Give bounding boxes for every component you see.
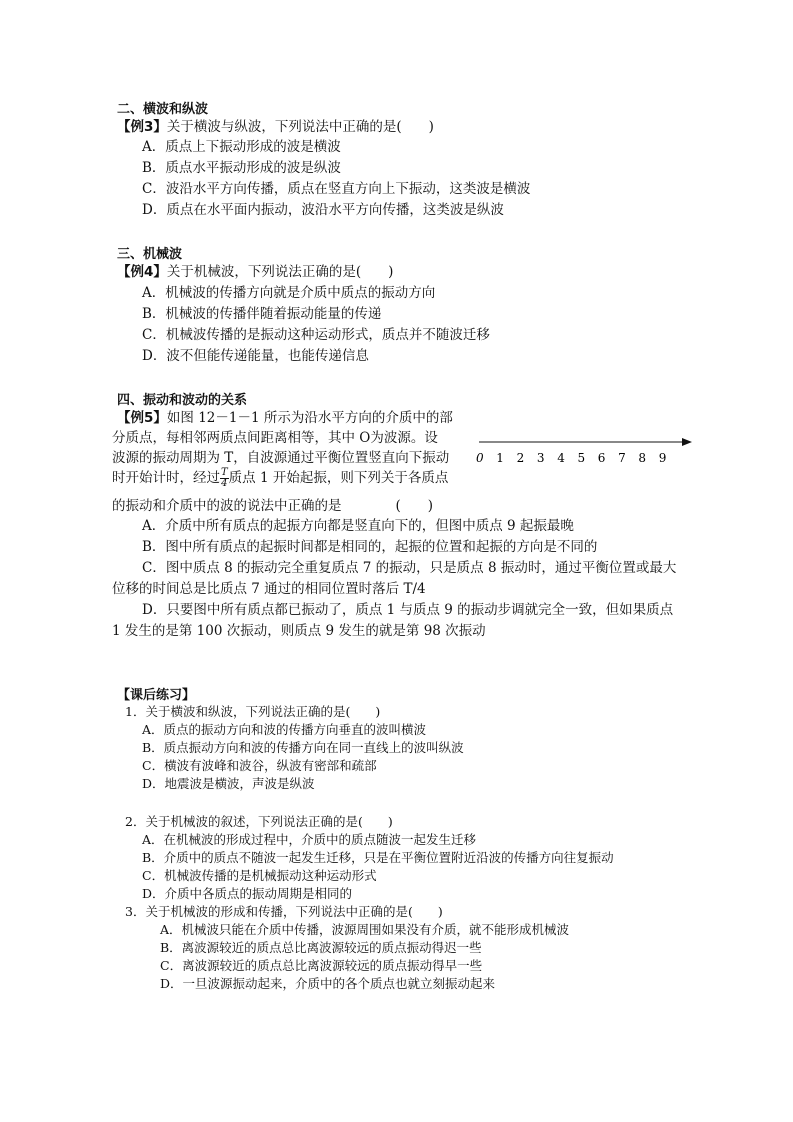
- practice-q3-stem: 3．关于机械波的形成和传播，下列说法中正确的是( ): [125, 904, 443, 919]
- axis-label-2: 2: [516, 451, 525, 465]
- practice-title: 【课后练习】: [117, 688, 196, 703]
- example-5-line-4: 时开始计时，经过 $\frac{T}{4}$ 质点 1 开始起振，则下列关于各质点: [112, 467, 449, 489]
- example-5-line-1: 【例5】如图 12－1－1 所示为沿水平方向的介质中的部: [117, 410, 453, 426]
- section-title-vibration-wave-relation: 四、振动和波动的关系: [117, 393, 248, 408]
- practice-q3-option-d: D．一旦波源振动起来，介质中的各个质点也就立刻振动起来: [160, 976, 496, 991]
- example-3-stem: 【例3】关于横波与纵波，下列说法中正确的是( ): [117, 119, 434, 135]
- example-4-tag: 【例4】: [117, 264, 167, 280]
- axis-label-4: 4: [557, 451, 565, 465]
- example-3-option-c: C．波沿水平方向传播，质点在竖直方向上下振动，这类波是横波: [142, 181, 531, 197]
- practice-q2-option-c: C．机械波传播的是机械振动这种运动形式: [142, 868, 377, 883]
- practice-q2-option-a: A．在机械波的形成过程中，介质中的质点随波一起发生迁移: [142, 832, 477, 847]
- example-3-option-d: D．质点在水平面内振动，波沿水平方向传播，这类波是纵波: [142, 202, 504, 218]
- example-5-tag: 【例5】: [117, 410, 167, 426]
- axis-arrow-icon: [682, 438, 692, 446]
- example-3-option-b: B．质点水平振动形成的波是纵波: [142, 160, 341, 176]
- example-5-line-5: 的振动和介质中的波的说法中正确的是 ( ): [112, 498, 434, 514]
- example-4-option-b: B．机械波的传播伴随着振动能量的传递: [142, 306, 382, 322]
- example-5-line-3: 波源的振动周期为 T，自波源通过平衡位置竖直向下振动: [112, 450, 450, 466]
- section-title-mechanical-wave: 三、机械波: [117, 247, 183, 262]
- axis-label-1: 1: [496, 451, 504, 465]
- practice-q3-option-a: A．机械波只能在介质中传播，波源周围如果没有介质，就不能形成机械波: [160, 922, 570, 937]
- example-3-tag: 【例3】: [117, 119, 167, 135]
- axis-label-6: 6: [597, 451, 606, 465]
- example-5-option-c-cont: 位移的时间总是比质点 7 通过的相同位置时落后 T/4: [112, 581, 426, 597]
- practice-q2-option-b: B．介质中的质点不随波一起发生迁移，只是在平衡位置附近沿波的传播方向往复振动: [142, 850, 614, 865]
- practice-q2-stem: 2．关于机械波的叙述，下列说法正确的是( ): [125, 814, 393, 829]
- axis-label-8: 8: [638, 451, 647, 465]
- practice-q2-option-d: D．介质中各质点的振动周期是相同的: [142, 886, 353, 901]
- practice-q1-option-c: C．横波有波峰和波谷，纵波有密部和疏部: [142, 758, 377, 773]
- practice-q1-option-b: B．质点振动方向和波的传播方向在同一直线上的波叫纵波: [142, 740, 464, 755]
- fraction-t-over-4: $\frac{T}{4}$: [221, 467, 228, 489]
- practice-q3-option-c: C．离波源较近的质点总比离波源较远的质点振动得早一些: [160, 958, 483, 973]
- example-4-stem: 【例4】关于机械波，下列说法正确的是( ): [117, 264, 394, 280]
- example-4-option-d: D．波不但能传递能量，也能传递信息: [142, 348, 369, 364]
- example-5-option-c: C．图中质点 8 的振动完全重复质点 7 的振动，只是质点 8 振动时，通过平衡位置或最大: [142, 560, 677, 576]
- example-5-option-b: B．图中所有质点的起振时间都是相同的，起振的位置和起振的方向是不同的: [142, 539, 598, 555]
- example-5-option-d: D．只要图中所有质点都已振动了，质点 1 与质点 9 的振动步调就完全一致，但如果质点: [142, 602, 674, 618]
- example-5-option-d-cont: 1 发生的是第 100 次振动，则质点 9 发生的就是第 98 次振动: [112, 623, 486, 639]
- axis-label-7: 7: [618, 451, 626, 465]
- example-4-option-c: C．机械波传播的是振动这种运动形式，质点并不随波迁移: [142, 327, 490, 343]
- section-title-transverse-longitudinal: 二、横波和纵波: [117, 102, 209, 117]
- example-4-option-a: A．机械波的传播方向就是介质中质点的振动方向: [142, 285, 436, 301]
- example-5-line-2: 分质点，每相邻两质点间距离相等，其中 O为波源。设: [112, 430, 438, 446]
- practice-q1-option-a: A．质点的振动方向和波的传播方向垂直的波叫横波: [142, 722, 427, 737]
- practice-q1-option-d: D．地震波是横波，声波是纵波: [142, 776, 315, 791]
- example-5-option-a: A．介质中所有质点的起振方向都是竖直向下的，但图中质点 9 起振最晚: [142, 518, 574, 534]
- axis-label-5: 5: [577, 451, 586, 465]
- axis-label-3: 3: [536, 451, 545, 465]
- axis-label-0: 0: [476, 451, 484, 465]
- example-3-option-a: A．质点上下振动形成的波是横波: [142, 139, 341, 155]
- practice-q3-option-b: B．离波源较近的质点总比离波源较远的质点振动得迟一些: [160, 940, 482, 955]
- practice-q1-stem: 1．关于横波和纵波，下列说法正确的是( ): [125, 704, 381, 719]
- particle-axis-figure: [474, 432, 696, 466]
- axis-label-9: 9: [658, 451, 667, 465]
